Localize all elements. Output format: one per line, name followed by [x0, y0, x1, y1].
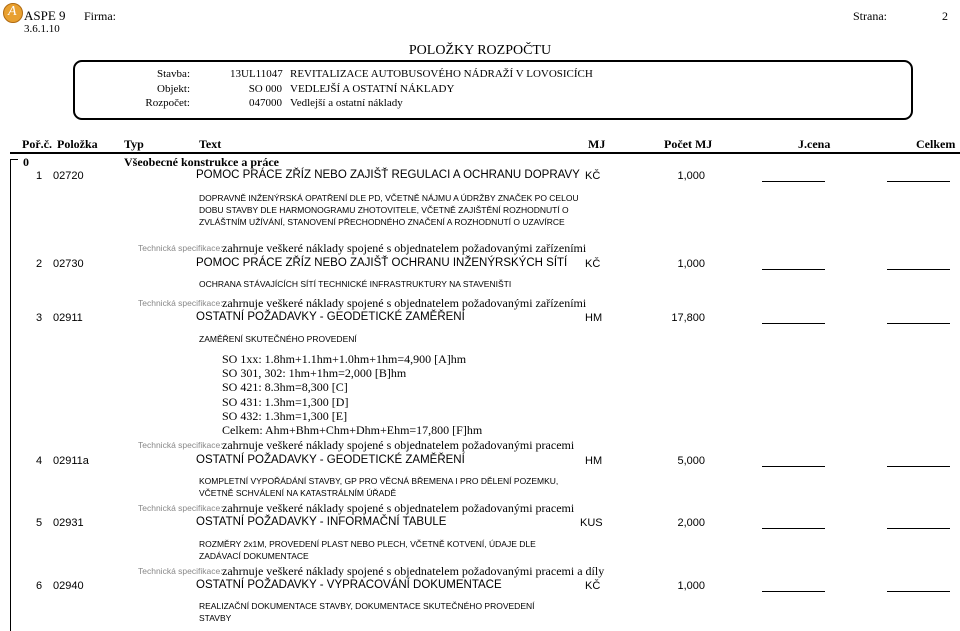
- item-code: 02720: [53, 170, 84, 182]
- page-title: POLOŽKY ROZPOČTU: [408, 43, 552, 58]
- rozpocet-code: 047000: [249, 97, 282, 109]
- spec-text: zahrnuje veškeré náklady spojené s objednatelem požadovanými zařízeními: [222, 296, 587, 310]
- col-header-celkem: Celkem: [916, 137, 956, 151]
- item-description: OCHRANA STÁVAJÍCÍCH SÍTÍ TECHNICKÉ INFRASTRUKTURY NA STAVENIŠTI: [199, 279, 512, 289]
- calc-line: SO 301, 302: 1hm+1hm=2,000 [B]hm: [222, 366, 407, 380]
- item-quantity: 1,000: [677, 258, 705, 270]
- objekt-name: VEDLEJŠÍ A OSTATNÍ NÁKLADY: [290, 83, 455, 95]
- unit-price-blank[interactable]: [762, 591, 825, 592]
- stavba-label: Stavba:: [157, 68, 190, 80]
- strana-label: Strana:: [853, 9, 887, 23]
- objekt-label: Objekt:: [157, 83, 190, 95]
- item-unit: HM: [585, 455, 603, 467]
- total-price-blank[interactable]: [887, 269, 950, 270]
- aspe-logo-icon: A: [3, 3, 23, 23]
- section-number: 0: [23, 155, 29, 169]
- spec-label: Technická specifikace:: [138, 243, 223, 253]
- item-code: 02911a: [53, 455, 89, 467]
- spec-text: zahrnuje veškeré náklady spojené s objednatelem požadovanými pracemi a díly: [222, 564, 605, 578]
- firma-label: Firma:: [84, 9, 116, 23]
- item-unit: KČ: [585, 258, 601, 270]
- total-price-blank[interactable]: [887, 528, 950, 529]
- unit-price-blank[interactable]: [762, 181, 825, 182]
- objekt-code: SO 000: [248, 83, 282, 95]
- section-bracket: [10, 159, 18, 160]
- item-title: OSTATNÍ POŽADAVKY - GEODETICKÉ ZAMĚŘENÍ: [196, 311, 465, 323]
- section-bracket-vertical: [10, 159, 11, 631]
- calc-line: Celkem: Ahm+Bhm+Chm+Dhm+Ehm=17,800 [F]hm: [222, 423, 483, 437]
- unit-price-blank[interactable]: [762, 269, 825, 270]
- total-price-blank[interactable]: [887, 466, 950, 467]
- col-header-polozka: Položka: [57, 137, 98, 151]
- col-header-pocet: Počet MJ: [664, 137, 713, 151]
- item-unit: HM: [585, 312, 603, 324]
- item-quantity: 5,000: [677, 455, 705, 467]
- item-quantity: 1,000: [677, 170, 705, 182]
- total-price-blank[interactable]: [887, 591, 950, 592]
- spec-text: zahrnuje veškeré náklady spojené s objednatelem požadovanými pracemi: [222, 438, 575, 452]
- unit-price-blank[interactable]: [762, 323, 825, 324]
- spec-label: Technická specifikace:: [138, 440, 223, 450]
- col-header-typ: Typ: [124, 137, 144, 151]
- header-divider: [10, 152, 960, 154]
- item-unit: KČ: [585, 170, 601, 182]
- rozpocet-name: Vedlejší a ostatní náklady: [290, 97, 403, 109]
- total-price-blank[interactable]: [887, 181, 950, 182]
- spec-label: Technická specifikace:: [138, 566, 223, 576]
- spec-label: Technická specifikace:: [138, 298, 223, 308]
- item-unit: KUS: [580, 517, 603, 529]
- item-code: 02911: [53, 312, 83, 324]
- stavba-code: 13UL11047: [230, 68, 283, 80]
- item-description: REALIZAČNÍ DOKUMENTACE STAVBY, DOKUMENTACE SKUTEČNÉHO PROVEDENÍ STAVBY: [199, 601, 535, 623]
- total-price-blank[interactable]: [887, 323, 950, 324]
- calc-line: SO 421: 8.3hm=8,300 [C]: [222, 380, 348, 394]
- item-number: 6: [36, 580, 43, 592]
- item-number: 3: [36, 312, 43, 324]
- item-description: ZAMĚŘENÍ SKUTEČNÉHO PROVEDENÍ: [199, 334, 357, 344]
- calc-line: SO 432: 1.3hm=1,300 [E]: [222, 409, 348, 423]
- item-number: 4: [36, 455, 43, 467]
- item-title: OSTATNÍ POŽADAVKY - GEODETICKÉ ZAMĚŘENÍ: [196, 454, 465, 466]
- item-quantity: 2,000: [677, 517, 705, 529]
- spec-text: zahrnuje veškeré náklady spojené s objednatelem požadovanými zařízeními: [222, 241, 587, 255]
- item-title: OSTATNÍ POŽADAVKY - INFORMAČNÍ TABULE: [196, 516, 447, 528]
- calc-line: SO 431: 1.3hm=1,300 [D]: [222, 395, 349, 409]
- item-code: 02730: [53, 258, 84, 270]
- item-description: KOMPLETNÍ VYPOŘÁDÁNÍ STAVBY, GP PRO VĚCNÁ BŘEMENA I PRO DĚLENÍ POZEMKU, VČETNĚ SCHVÁLENÍ NA KATASTRÁLNÍM ÚŘADĚ: [199, 476, 559, 498]
- calc-line: SO 1xx: 1.8hm+1.1hm+1.0hm+1hm=4,900 [A]hm: [222, 352, 467, 366]
- col-header-por: Poř.č.: [22, 137, 52, 151]
- col-header-mj: MJ: [588, 137, 606, 151]
- item-title: POMOC PRÁCE ZŘÍZ NEBO ZAJIŠŤ OCHRANU INŽENÝRSKÝCH SÍTÍ: [196, 257, 568, 269]
- item-description: DOPRAVNĚ INŽENÝRSKÁ OPATŘENÍ DLE PD, VČETNĚ NÁJMU A ÚDRŽBY ZNAČEK PO CELOU DOBU STAVBY DLE HARMONOGRAMU ZHOTOVITELE, VČETNĚ ZAJIŠTĚNÍ ROZHODNUTÍ O ZVLÁŠTNÍM UŽÍVÁNÍ, STANOVENÍ PŘECHODNÉHO ZNAČENÍ A ROZHODNUTÍ O UZAVÍRCE: [199, 193, 579, 227]
- stavba-name: REVITALIZACE AUTOBUSOVÉHO NÁDRAŽÍ V LOVOSICÍCH: [290, 68, 593, 80]
- unit-price-blank[interactable]: [762, 528, 825, 529]
- col-header-text: Text: [199, 137, 222, 151]
- item-number: 2: [36, 258, 43, 270]
- item-number: 1: [36, 170, 43, 182]
- item-description: ROZMĚRY 2x1M, PROVEDENÍ PLAST NEBO PLECH, VČETNĚ KOTVENÍ, ÚDAJE DLE ZADÁVACÍ DOKUMENTACE: [199, 539, 536, 561]
- item-unit: KČ: [585, 580, 601, 592]
- item-quantity: 17,800: [671, 312, 705, 324]
- item-code: 02940: [53, 580, 84, 592]
- app-name: ASPE 9: [24, 8, 66, 23]
- spec-label: Technická specifikace:: [138, 503, 223, 513]
- rozpocet-label: Rozpočet:: [145, 97, 190, 109]
- col-header-jcena: J.cena: [798, 137, 831, 151]
- unit-price-blank[interactable]: [762, 466, 825, 467]
- strana-value: 2: [942, 9, 948, 23]
- app-version: 3.6.1.10: [24, 23, 60, 35]
- item-title: POMOC PRÁCE ZŘÍZ NEBO ZAJIŠŤ REGULACI A OCHRANU DOPRAVY: [196, 169, 580, 181]
- item-code: 02931: [53, 517, 84, 529]
- item-title: OSTATNÍ POŽADAVKY - VYPRACOVÁNÍ DOKUMENTACE: [196, 579, 502, 591]
- section-title: Všeobecné konstrukce a práce: [124, 155, 279, 169]
- item-number: 5: [36, 517, 43, 529]
- spec-text: zahrnuje veškeré náklady spojené s objednatelem požadovanými pracemi: [222, 501, 575, 515]
- item-quantity: 1,000: [677, 580, 705, 592]
